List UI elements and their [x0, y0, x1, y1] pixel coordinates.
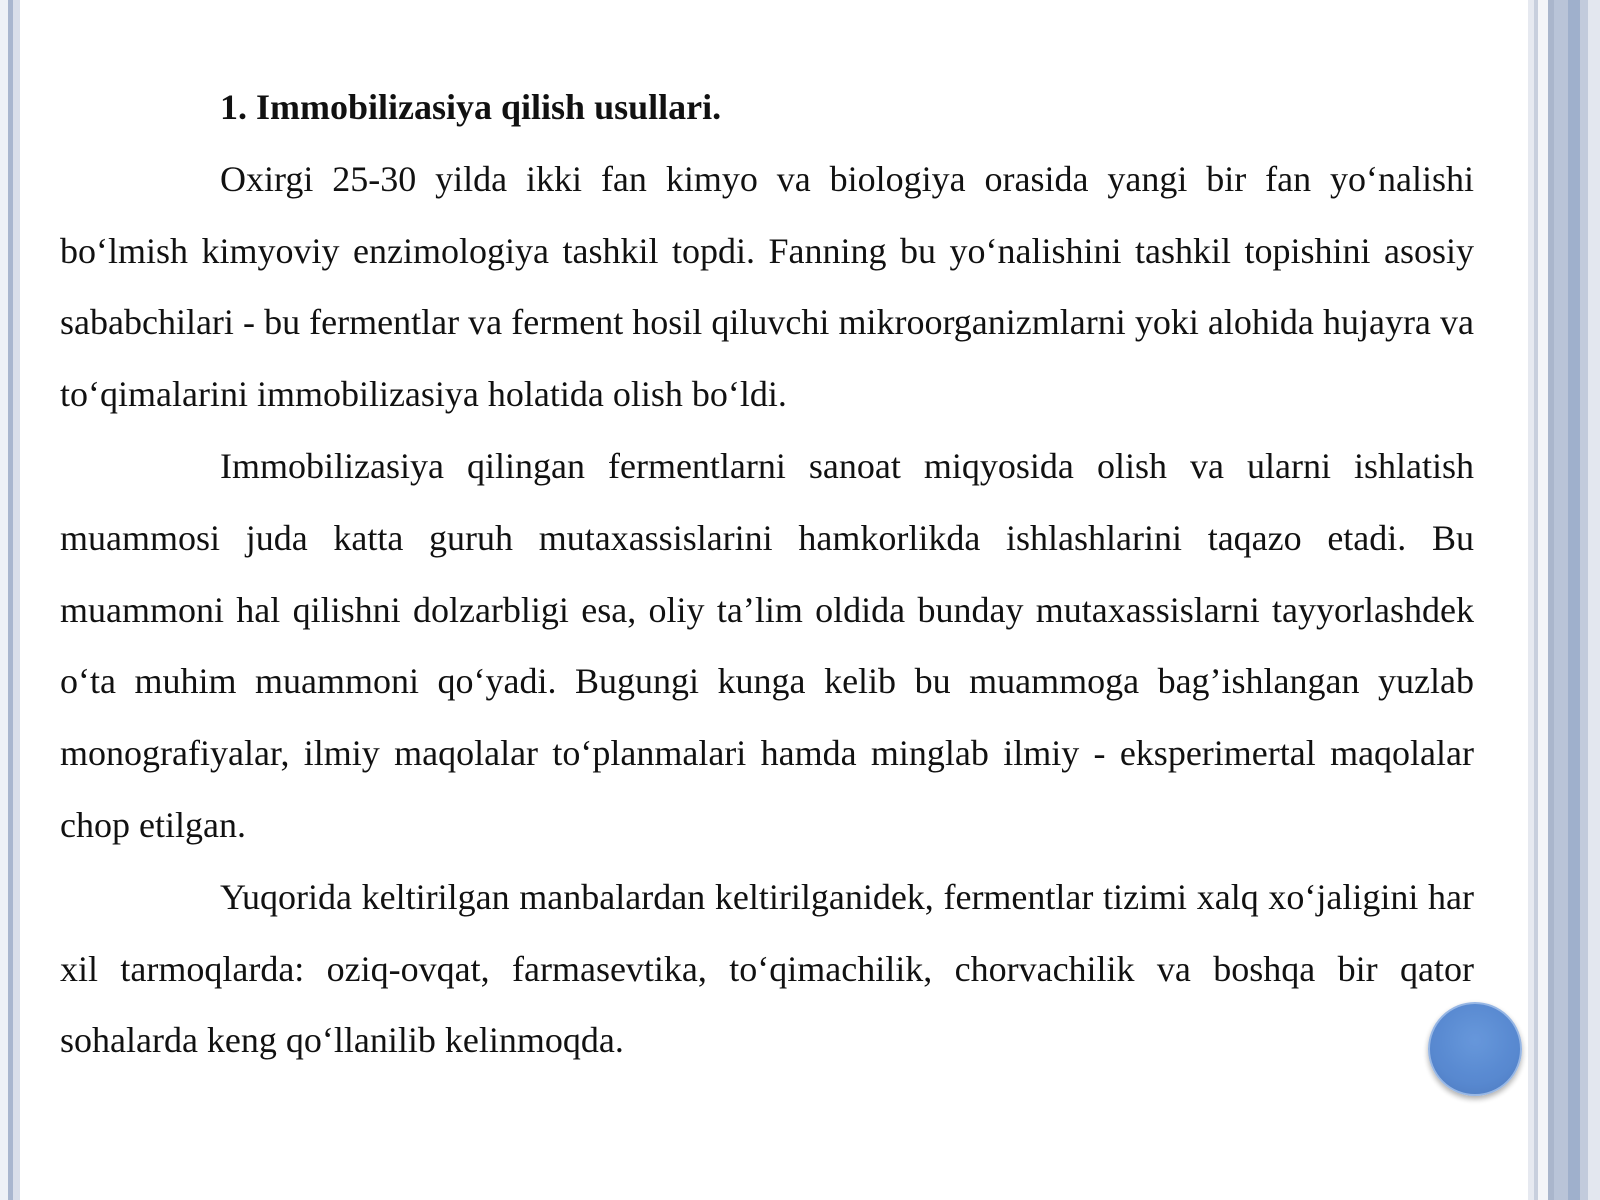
slide-content — [60, 72, 1474, 1077]
section-heading: 1. Immobilizasiya qilish usullari. — [220, 87, 722, 127]
left-decorative-border — [0, 0, 20, 1200]
paragraph-1: Oxirgi 25-30 yilda ikki fan kimyo va biologiya orasida yangi bir fan yo‘nalishi bo‘lmish kimyoviy enzimologiya tashkil topdi. Fanning bu yo‘nalishini tashkil topishini asosiy sababchilari - bu fermentlar va ferment hosil qiluvchi mikroorganizmlarni yoki alohida hujayra va to‘qimalarini immobilizasiya holatida olish bo‘ldi. — [60, 158, 1474, 415]
paragraph-2: Immobilizasiya qilingan fermentlarni sanoat miqyosida olish va ularni ishlatish muammosi juda katta guruh mutaxassislarini hamkorlikda ishlashlarini taqazo etadi. Bu muammoni hal qilishni dolzarbligi esa, oliy ta’lim oldida bunday mutaxassislarni tayyorlashdek o‘ta muhim muammoni qo‘yadi. Bugungi kunga kelib bu muammoga bag’ishlangan yuzlab monografiyalar, ilmiy maqolalar to‘planmalari hamda minglab ilmiy - eksperimertal maqolalar chop etilgan. — [60, 445, 1474, 845]
slide-nav-button[interactable] — [1428, 1002, 1522, 1096]
paragraph-3: Yuqorida keltirilgan manbalardan keltirilganidek, fermentlar tizimi xalq xo‘jaligini har xil tarmoqlarda: oziq-ovqat, farmasevtika, to‘qimachilik, chorvachilik va boshqa bir qator sohalarda keng qo‘llanilib kelinmoqda. — [60, 876, 1474, 1061]
right-decorative-border — [1528, 0, 1600, 1200]
